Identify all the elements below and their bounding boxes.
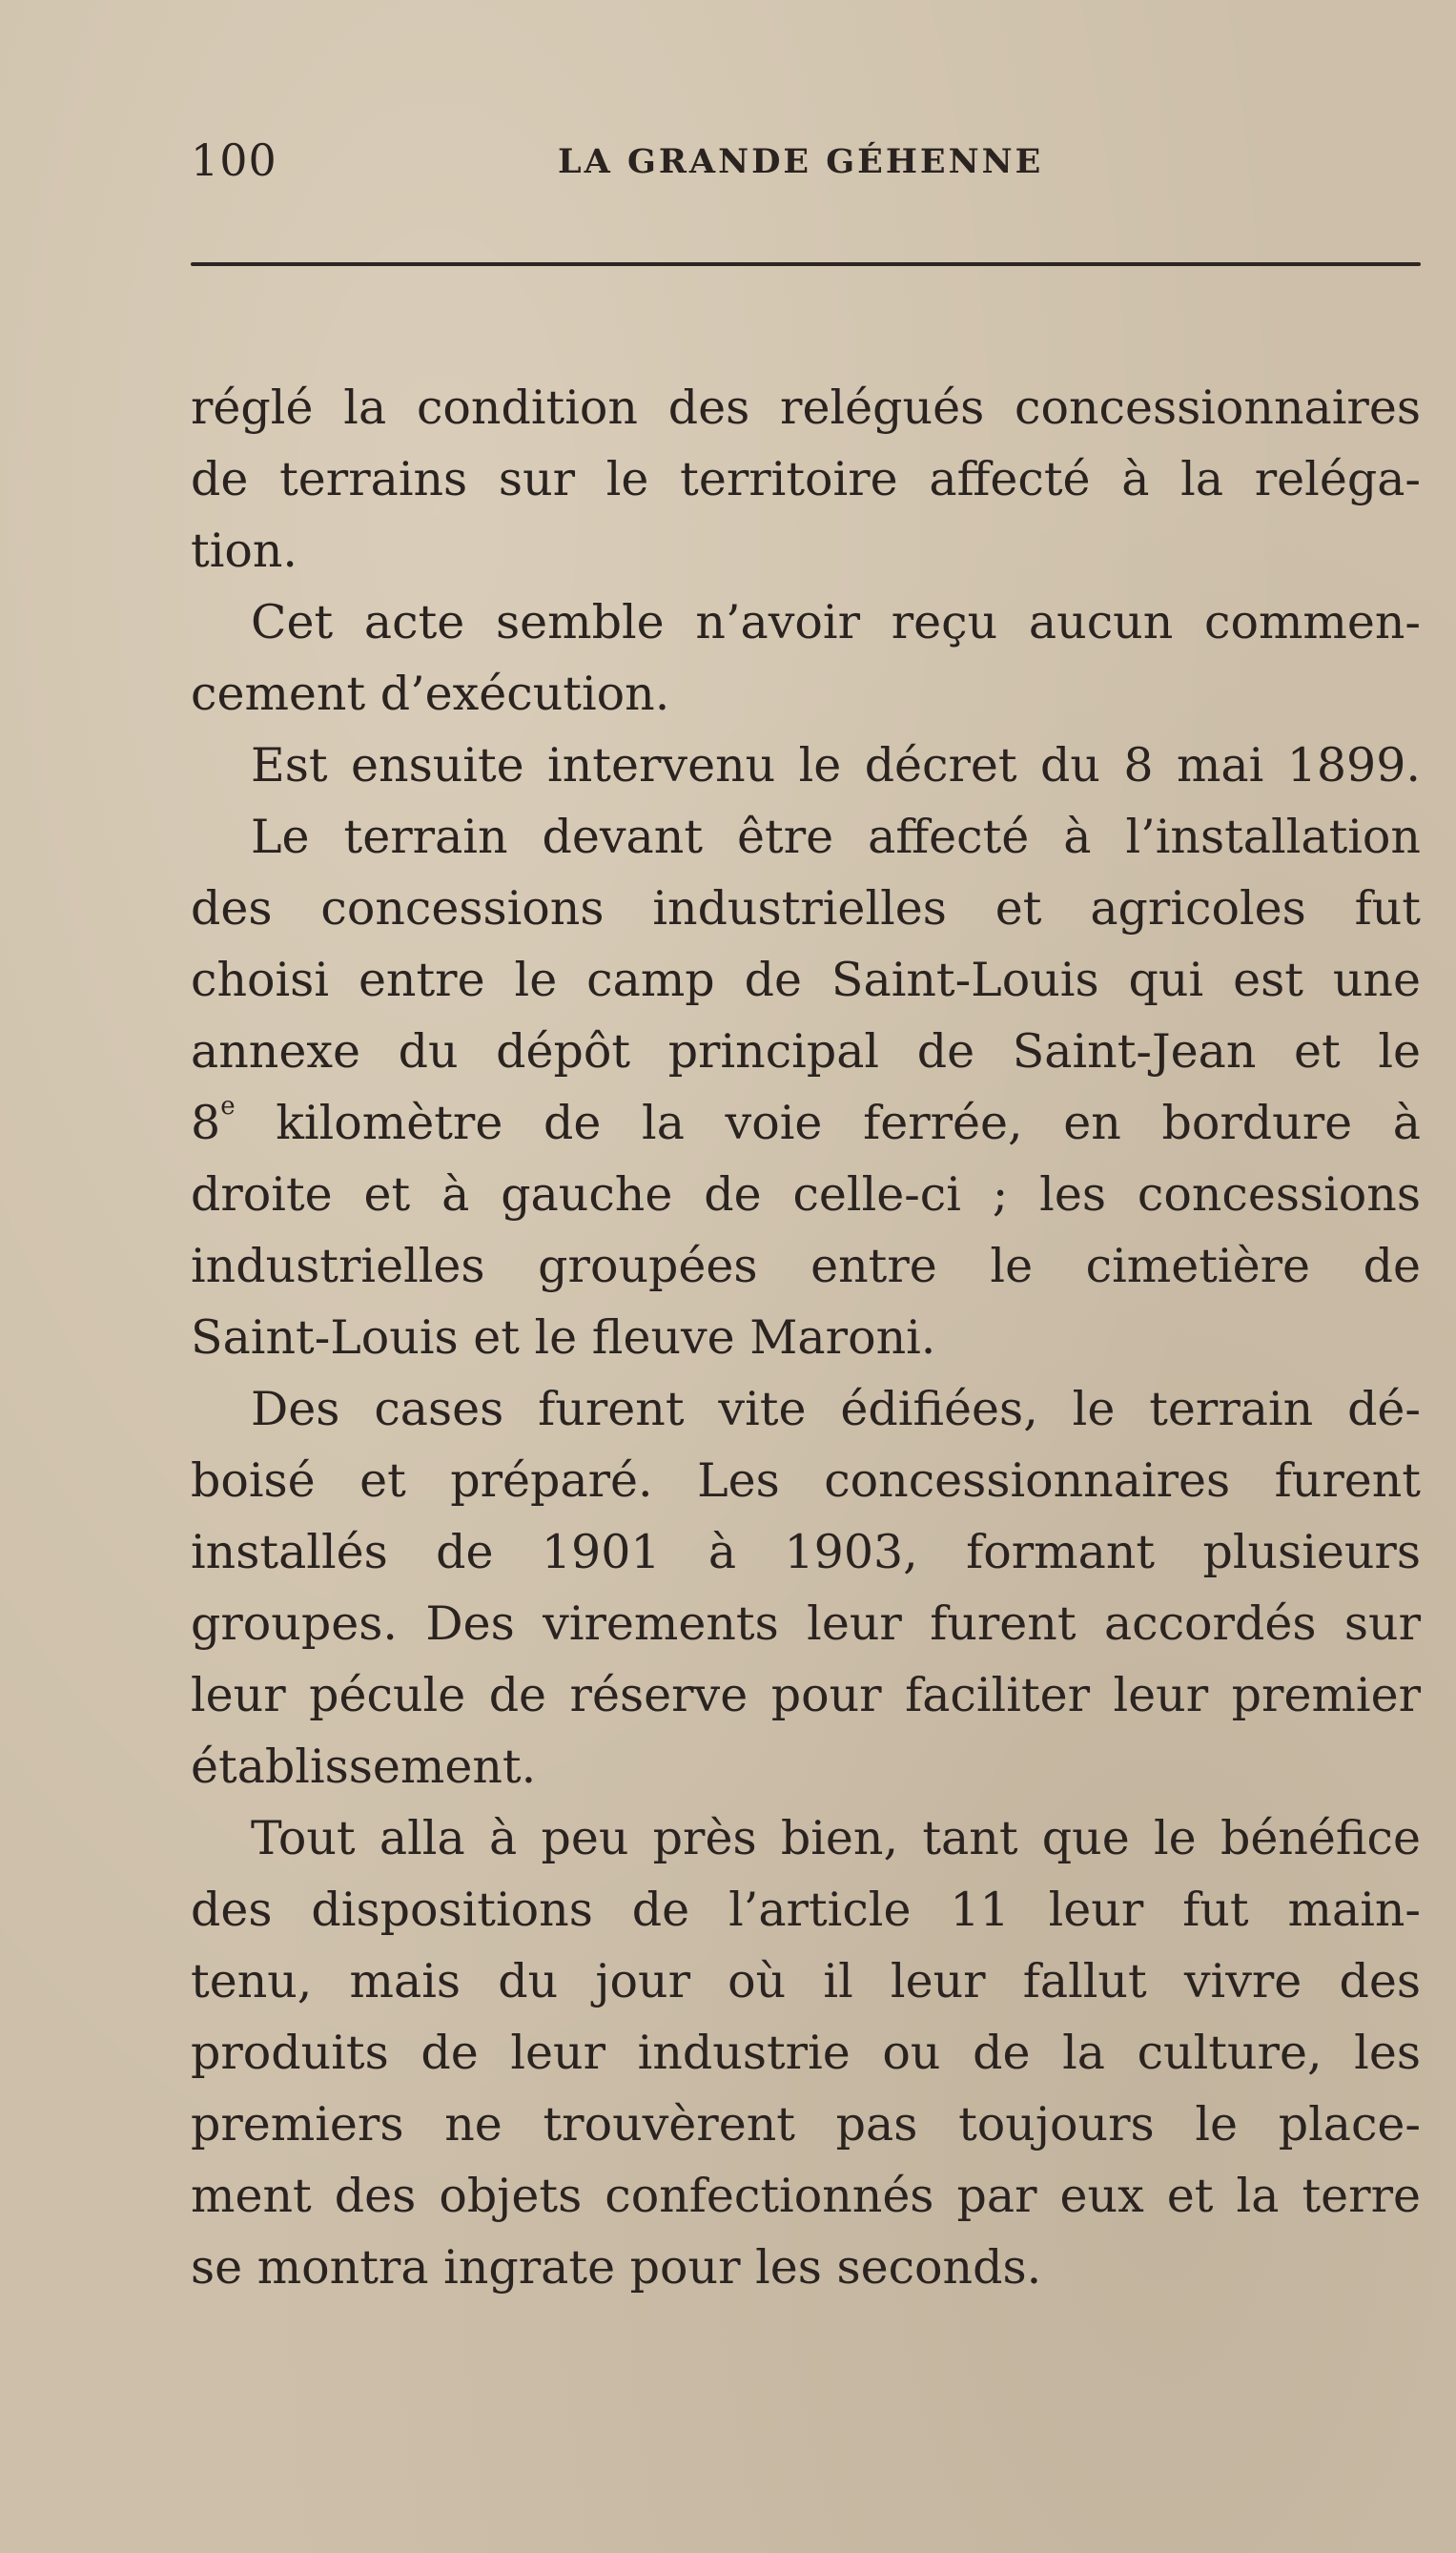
- text-line: Tout alla à peu près bien, tant que le bénéfice: [251, 1811, 1421, 1865]
- text-line: annexe du dépôt principal de Saint-Jean et le: [191, 1024, 1421, 1079]
- ordinal-superscript: e: [220, 1092, 236, 1121]
- body-text: [191, 372, 1421, 2303]
- text-line: se montra ingrate pour les seconds.: [191, 2240, 1042, 2295]
- text-line: Cet acte semble n’avoir reçu aucun commen-: [251, 595, 1421, 649]
- text-line-rest: kilomètre de la voie ferrée, en bordure à: [276, 1096, 1421, 1150]
- text-line: tenu, mais du jour où il leur fallut vivre des: [191, 1954, 1421, 2008]
- text-line: groupes. Des virements leur furent accordés sur: [191, 1596, 1421, 1651]
- text-line: de terrains sur le territoire affecté à la reléga-: [191, 452, 1421, 506]
- text-line: leur pécule de réserve pour faciliter leur premier: [191, 1668, 1421, 1722]
- text-line: [191, 1087, 1421, 1159]
- text-line: des dispositions de l’article 11 leur fut main-: [191, 1883, 1421, 1937]
- text-line: tion.: [191, 524, 297, 578]
- text-line: réglé la condition des relégués concessionnaires: [191, 381, 1421, 435]
- running-title: LA GRANDE GÉHENNE: [558, 142, 1044, 181]
- text-line: ment des objets confectionnés par eux et la terre: [191, 2169, 1421, 2223]
- text-line: installés de 1901 à 1903, formant plusieurs: [191, 1525, 1421, 1579]
- text-line: premiers ne trouvèrent pas toujours le place-: [191, 2097, 1421, 2152]
- page-number: 100: [191, 134, 277, 186]
- text-line: Le terrain devant être affecté à l’installation: [251, 810, 1421, 864]
- text-line: Des cases furent vite édifiées, le terrain dé-: [251, 1382, 1421, 1436]
- text-line: choisi entre le camp de Saint-Louis qui est une: [191, 953, 1421, 1007]
- ordinal-number: 8: [191, 1096, 221, 1150]
- text-line: droite et à gauche de celle-ci ; les concessions: [191, 1167, 1421, 1222]
- text-line: industrielles groupées entre le cimetière de: [191, 1239, 1421, 1293]
- text-line: boisé et préparé. Les concessionnaires furent: [191, 1453, 1421, 1508]
- header-rule: [191, 262, 1421, 266]
- running-head: [191, 132, 1421, 189]
- text-line: produits de leur industrie ou de la culture, les: [191, 2026, 1421, 2080]
- text-line: des concessions industrielles et agricoles fut: [191, 881, 1421, 936]
- text-line: cement d’exécution.: [191, 667, 670, 721]
- text-line: établissement.: [191, 1740, 537, 1794]
- text-line: Est ensuite intervenu le décret du 8 mai 1899.: [251, 738, 1421, 793]
- text-line: Saint-Louis et le fleuve Maroni.: [191, 1310, 936, 1365]
